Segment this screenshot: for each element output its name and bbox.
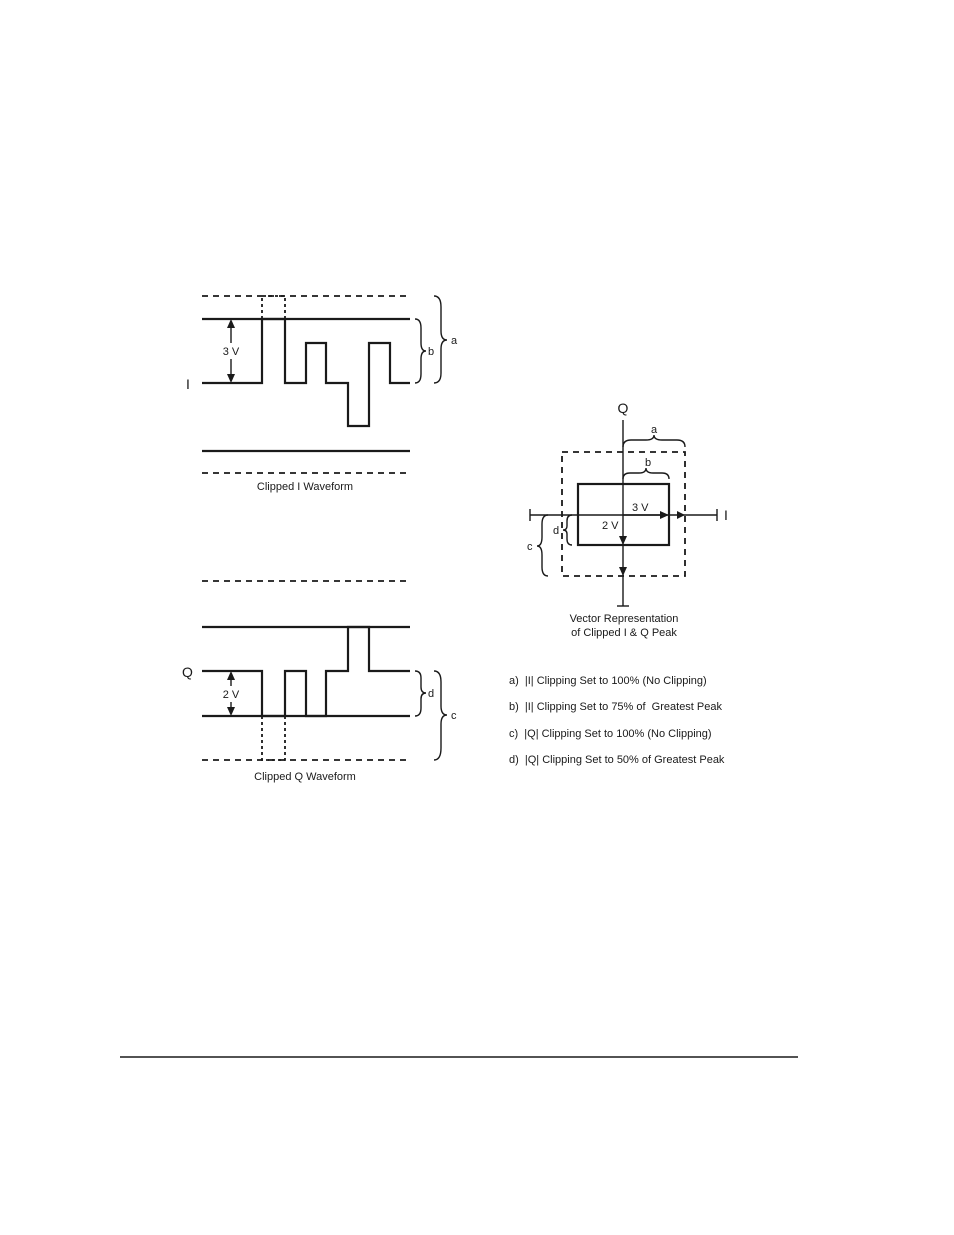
vector-i-axis-label: I <box>724 507 728 523</box>
down-arrow-icon <box>619 567 627 576</box>
vector-brace-a-icon <box>623 435 685 447</box>
q-unclipped-trough <box>262 716 285 760</box>
q-waveform-caption: Clipped Q Waveform <box>254 771 356 783</box>
q-brace-c-label: c <box>451 710 457 722</box>
brace-d-icon <box>415 671 426 716</box>
up-arrow-icon <box>227 671 235 680</box>
down-arrow-icon <box>227 707 235 716</box>
i-voltage-label: 3 V <box>222 346 240 358</box>
i-waveform-trace <box>202 319 410 426</box>
vector-q-voltage: 2 V <box>602 520 619 532</box>
right-arrow-icon <box>677 511 685 519</box>
i-waveform-caption: Clipped I Waveform <box>256 481 354 493</box>
q-waveform-trace <box>202 627 410 716</box>
i-axis-label: I <box>186 376 190 392</box>
legend-item-a: a) |I| Clipping Set to 100% (No Clipping) <box>509 675 707 687</box>
vector-brace-d-icon <box>563 515 572 545</box>
down-arrow-icon <box>227 374 235 383</box>
right-arrow-icon <box>660 511 669 519</box>
i-unclipped-peak <box>262 296 285 319</box>
up-arrow-icon <box>227 319 235 328</box>
legend-item-c: c) |Q| Clipping Set to 100% (No Clipping) <box>509 728 712 740</box>
legend-item-d: d) |Q| Clipping Set to 50% of Greatest Peak <box>509 754 725 766</box>
vector-brace-b-icon <box>623 468 669 479</box>
q-voltage-label: 2 V <box>222 689 240 701</box>
vector-caption-line1: Vector Representation <box>569 613 679 625</box>
i-brace-b-label: b <box>428 346 435 358</box>
clipped-q-waveform <box>182 581 457 783</box>
vector-brace-b-label: b <box>644 457 652 469</box>
brace-b-icon <box>415 319 426 383</box>
vector-caption-line2: of Clipped I & Q Peak <box>571 627 677 639</box>
legend <box>509 675 725 766</box>
clipped-i-waveform <box>186 296 458 493</box>
i-brace-a-label: a <box>451 335 458 347</box>
q-brace-d-label: d <box>428 688 435 700</box>
vector-brace-d-label: d <box>553 525 560 537</box>
vector-q-axis-label: Q <box>617 400 629 416</box>
brace-a-icon <box>434 296 447 383</box>
vector-brace-c-label: c <box>527 541 533 553</box>
vector-representation <box>527 400 728 639</box>
q-axis-label: Q <box>182 664 193 680</box>
vector-brace-c-icon <box>537 515 548 576</box>
brace-c-icon <box>434 671 447 760</box>
legend-item-b: b) |I| Clipping Set to 75% of Greatest Peak <box>509 701 722 713</box>
vector-brace-a-label: a <box>650 424 658 436</box>
vector-i-voltage: 3 V <box>632 502 649 514</box>
down-arrow-icon <box>619 536 627 545</box>
